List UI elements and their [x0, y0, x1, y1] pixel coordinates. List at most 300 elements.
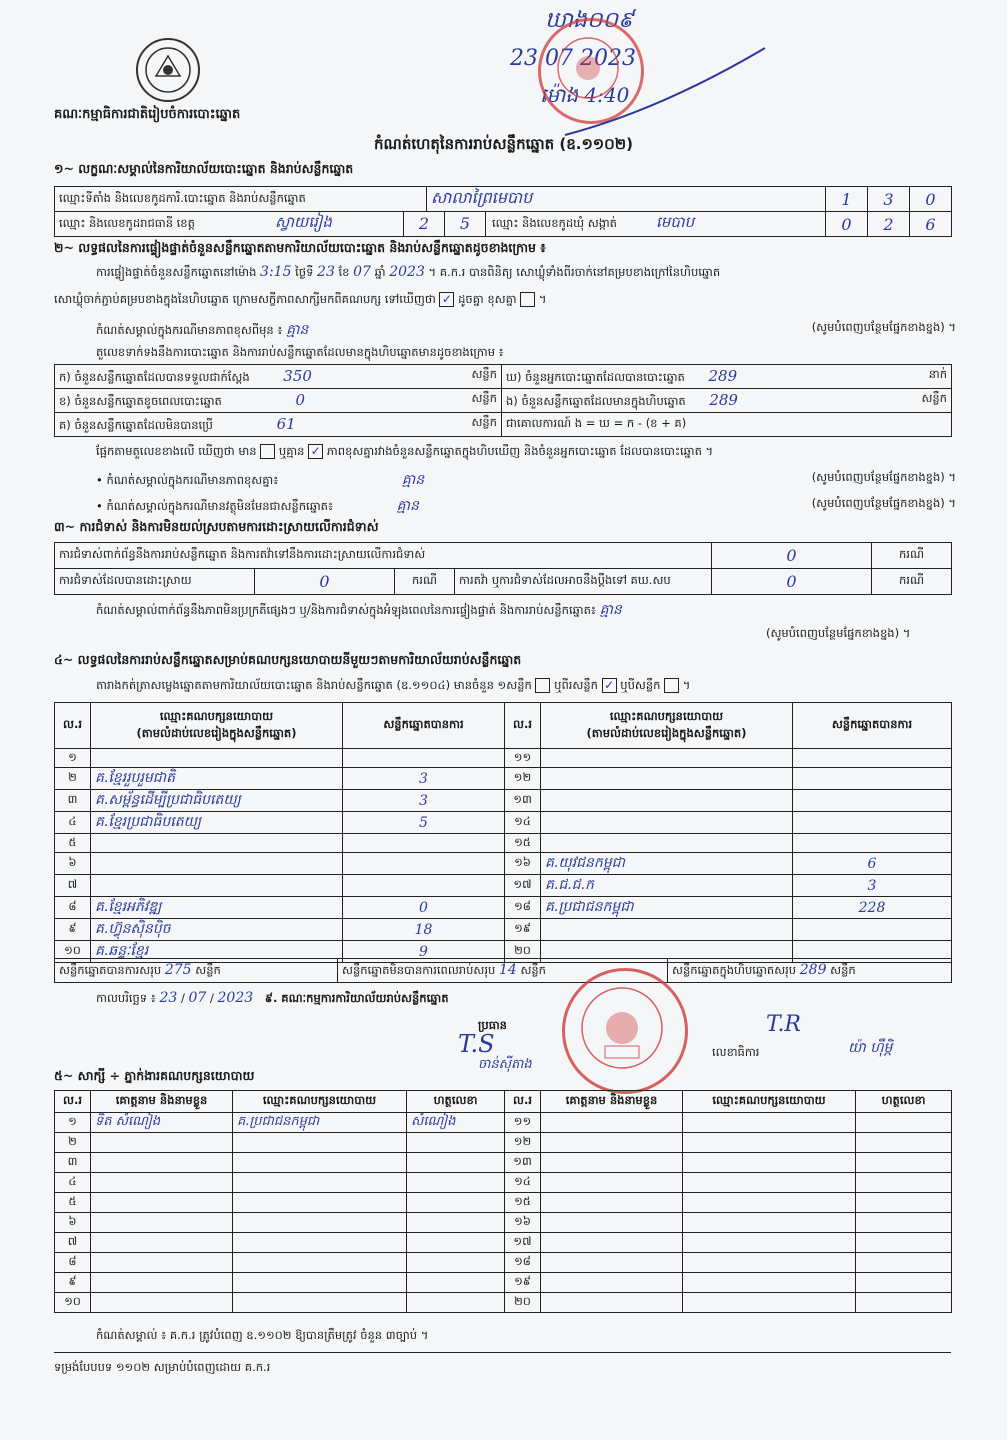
witness-party[interactable] — [683, 1213, 856, 1233]
party-votes[interactable]: 3 — [343, 768, 505, 790]
unit: សន្លឹក — [520, 962, 546, 977]
party-name[interactable] — [91, 853, 343, 875]
commune-value[interactable]: មេបាប — [656, 213, 695, 231]
footnote: កំណត់សម្គាល់ ៖ គ.ក.រ ត្រូវបំពេញ ឧ.១១០២ ឱ្យបានត្រឹមត្រូវ ចំនួន ៣ច្បាប់ ។ — [96, 1328, 429, 1342]
witness-signature[interactable] — [856, 1273, 952, 1293]
witness-name[interactable] — [91, 1293, 233, 1313]
formula: ជាគោលការណ៍ ង = ឃ = ក - (ខ + គ) — [502, 413, 952, 437]
text: កាលបរិច្ឆេទ ៖ — [96, 991, 156, 1005]
party-name[interactable]: គ.សម្ព័ន្ធដើម្បីប្រជាធិបតេយ្យ — [91, 790, 343, 812]
text: ៩. គណៈកម្មការការិយាល័យរាប់សន្លឹកឆ្នោត — [264, 991, 449, 1005]
verify-year[interactable]: 2023 — [389, 264, 425, 280]
col-name: គោត្តនាម និងនាមខ្លួន — [91, 1091, 233, 1113]
discrepancy-line — [96, 444, 956, 461]
table-row — [55, 1153, 952, 1173]
text: កំណត់សម្គាល់ក្នុងករណីមានភាពខុសពីមុន ៖ — [96, 323, 283, 337]
party-name[interactable]: គ.ប្រជាជនកម្ពុជា — [541, 897, 793, 919]
row-number: ១៥ — [505, 834, 541, 853]
row-number: ១២ — [505, 1133, 541, 1153]
party-votes[interactable] — [343, 853, 505, 875]
verify-month[interactable]: 07 — [353, 264, 371, 280]
witness-party[interactable] — [683, 1193, 856, 1213]
tally-sheet-line: តារាងកត់ត្រាសម្លេងឆ្នោតតាមការិយាល័យបោះឆ្នោត និងរាប់សន្លឹកឆ្នោត (ឧ.១១០៤) មានចំនួន ១សន្លឹក ឬពីរសន្លឹក ✓ ឬបីសន្លឹក ។ — [96, 678, 691, 692]
row-number: ៥ — [55, 1193, 91, 1213]
row-number: ១១ — [505, 749, 541, 768]
complaints-table — [54, 542, 952, 595]
row-number: ៩ — [55, 919, 91, 941]
witness-name[interactable] — [541, 1113, 683, 1133]
party-name[interactable]: គ.ឆន្ទៈខ្មែរ — [91, 941, 343, 963]
party-votes[interactable] — [793, 768, 952, 790]
text: តារាងកត់ត្រាសម្លេងឆ្នោតតាមការិយាល័យបោះឆ្នោត និងរាប់សន្លឹកឆ្នោត (ឧ.១១០៤) មានចំនួន ១សន្លឹក — [96, 678, 532, 692]
party-votes[interactable]: 6 — [793, 853, 952, 875]
unused-value[interactable]: 61 — [276, 414, 296, 433]
party-name[interactable] — [541, 812, 793, 834]
party-name[interactable] — [541, 790, 793, 812]
row-number: ១៥ — [505, 1193, 541, 1213]
text: ថ្ងៃទី — [295, 265, 314, 279]
appeal-label: ការតវ៉ា ឬការជំទាស់ដែលអាចនឹងប្តឹងទៅ គឃ.សប — [455, 569, 712, 595]
commune-code-digit[interactable]: 6 — [910, 212, 952, 237]
resolved-label: ការជំទាស់ដែលបានដោះស្រាយ — [55, 569, 255, 595]
foreign-object-note — [96, 496, 956, 517]
witness-table — [54, 1090, 952, 1313]
table-row — [55, 768, 952, 790]
invalid-total-label: សន្លឹកឆ្នោតមិនបានការពេលរាប់សរុប — [342, 962, 496, 977]
secretary-signature: T.R — [766, 1012, 801, 1037]
party-votes[interactable]: 5 — [343, 812, 505, 834]
col-no: ល.រ — [505, 703, 541, 749]
valid-total-label: សន្លឹកឆ្នោតបានការសរុប — [59, 962, 162, 977]
party-votes[interactable] — [793, 919, 952, 941]
row-number: ១៣ — [505, 1153, 541, 1173]
fill-hint: (សូមបំពេញបន្ថែមផ្នែកខាងខ្នង) ។ — [811, 320, 956, 334]
difference-note — [96, 320, 956, 341]
row-number: ៨ — [55, 897, 91, 919]
row-number: ៧ — [55, 1233, 91, 1253]
witness-signature[interactable]: សំណៀង — [407, 1113, 505, 1133]
appeal-value[interactable]: 0 — [712, 569, 872, 595]
witness-party[interactable] — [683, 1153, 856, 1173]
unit: សន្លឹក — [471, 414, 497, 429]
fill-hint: (សូមបំពេញបន្ថែមផ្នែកខាងខ្នង) ។ — [811, 470, 956, 484]
party-votes[interactable]: 9 — [343, 941, 505, 963]
table-row — [55, 875, 952, 897]
table-row — [55, 1233, 952, 1253]
table-row — [55, 834, 952, 853]
unused-label: គ) ចំនួនសន្លឹកឆ្នោតដែលមិនបានប្រើ — [59, 417, 213, 432]
witness-name[interactable] — [91, 1153, 233, 1173]
party-name[interactable]: គ.ខ្មែរអភិវឌ្ឍ — [91, 897, 343, 919]
witness-party[interactable] — [233, 1193, 407, 1213]
receipt-date: 23 07 2023 — [510, 46, 636, 71]
form-footer: ទម្រង់បែបបទ ១១០២ សម្រាប់បំពេញដោយ គ.ក.រ — [54, 1360, 271, 1374]
org-name: គណៈកម្មាធិការជាតិរៀបចំការបោះឆ្នោត — [54, 107, 241, 122]
unit: ករណី — [872, 569, 952, 595]
party-votes[interactable]: 3 — [793, 875, 952, 897]
row-number: ១៤ — [505, 812, 541, 834]
complaints-value[interactable]: 0 — [712, 543, 872, 569]
commune-code-digit[interactable]: 0 — [826, 212, 868, 237]
commune-code-digit[interactable]: 2 — [868, 212, 910, 237]
party-votes[interactable] — [343, 834, 505, 853]
province-code-digit[interactable]: 2 — [403, 212, 444, 236]
witness-party[interactable] — [233, 1213, 407, 1233]
witness-party[interactable] — [233, 1133, 407, 1153]
unit: សន្លឹក — [921, 390, 947, 405]
witness-name[interactable] — [541, 1153, 683, 1173]
text: ឬគ្មាន — [278, 444, 305, 458]
row-number: ១០ — [55, 1293, 91, 1313]
witness-signature[interactable] — [407, 1273, 505, 1293]
witness-signature[interactable] — [407, 1153, 505, 1173]
party-name[interactable]: គ.យុវជនកម្ពុជា — [541, 853, 793, 875]
vote-totals-table — [54, 958, 952, 983]
witness-party[interactable] — [233, 1153, 407, 1173]
party-name[interactable]: គ.ជ.ជ.ក — [541, 875, 793, 897]
row-number: ២០ — [505, 941, 541, 963]
text: ផ្អែកតាមតួលេខខាងលើ ឃើញថា មាន — [96, 444, 257, 458]
chair-signature: T.S — [458, 1030, 495, 1058]
party-votes[interactable] — [343, 749, 505, 768]
table-row — [55, 749, 952, 768]
figures-intro: តួលេខទាក់ទងនឹងការបោះឆ្នោត និងការរាប់សន្លឹកឆ្នោតដែលមានក្នុងហិបឆ្នោតមានដូចខាងក្រោម ៖ — [96, 345, 504, 359]
witness-signature[interactable] — [856, 1293, 952, 1313]
signing-date-line: កាលបរិច្ឆេទ ៖ 23 / 07 / 2023 ៩. គណៈកម្មការការិយាល័យរាប់សន្លឹកឆ្នោត — [96, 990, 449, 1006]
witness-party[interactable] — [683, 1233, 856, 1253]
row-number: ២០ — [505, 1293, 541, 1313]
witness-signature[interactable] — [407, 1233, 505, 1253]
witness-name[interactable] — [91, 1193, 233, 1213]
location-code-digit[interactable]: 0 — [910, 187, 952, 212]
row-number: ១៩ — [505, 919, 541, 941]
row-number: ១៩ — [505, 1273, 541, 1293]
witness-signature[interactable] — [856, 1133, 952, 1153]
table-row — [55, 1173, 952, 1193]
text: សោឃ្លុំចាក់ភ្ជាប់គម្របខាងក្នុងនៃហិបឆ្នោត ក្រោមសក្ខីភាពសាក្សីមកពីគណបក្ស ទៅឃើញថា — [54, 292, 436, 306]
witness-party[interactable] — [233, 1173, 407, 1193]
col-signature: ហត្ថលេខា — [856, 1091, 952, 1113]
voters-value[interactable]: 289 — [708, 366, 738, 385]
witness-name[interactable] — [91, 1273, 233, 1293]
table-row — [55, 1113, 952, 1133]
two-sheet-checkbox[interactable]: ✓ — [602, 678, 617, 693]
text: កំណត់សម្គាល់ពាក់ព័ន្ធនឹងភាពមិនប្រក្រតីផ្សេងៗ ឬ/និងការជំទាស់ក្នុងអំឡុងពេលនៃការផ្ទៀងផ្ទាត់ និងការរាប់សន្លឹកឆ្នោត៖ — [96, 603, 596, 617]
invalid-total-value[interactable]: 14 — [498, 961, 517, 978]
witness-party[interactable] — [233, 1273, 407, 1293]
one-sheet-checkbox[interactable] — [535, 678, 550, 693]
has-discrepancy-checkbox[interactable] — [260, 444, 275, 459]
receipt-strike-line — [560, 40, 770, 140]
received-value[interactable]: 350 — [283, 366, 312, 385]
commune-label: ឈ្មោះ និងលេខកូដឃុំ សង្កាត់ — [492, 215, 617, 230]
witness-name[interactable] — [91, 1133, 233, 1153]
row-number: ៤ — [55, 812, 91, 834]
witness-name[interactable] — [91, 1233, 233, 1253]
party-name[interactable]: គ.ខ្មែរប្រជាធិបតេយ្យ — [91, 812, 343, 834]
party-name[interactable] — [91, 749, 343, 768]
text: ។ គ.ក.រ បានពិនិត្យ សោឃ្លុំទាំងពីរចាក់នៅគម្របខាងក្រៅនៃហិបឆ្នោត — [428, 265, 721, 279]
witness-name[interactable] — [541, 1133, 683, 1153]
secretary-name: យ៉ា ហ៊ឹម្ភិ — [848, 1040, 893, 1056]
witness-name[interactable] — [91, 1213, 233, 1233]
text: ខែ — [338, 265, 350, 279]
party-votes[interactable] — [793, 790, 952, 812]
witness-name[interactable] — [541, 1233, 683, 1253]
witness-name[interactable] — [541, 1293, 683, 1313]
table-row — [55, 1273, 952, 1293]
table-row — [55, 1253, 952, 1273]
row-number: ៧ — [55, 875, 91, 897]
row-number: ១៧ — [505, 875, 541, 897]
witness-name[interactable] — [541, 1193, 683, 1213]
seal-paragraph: សោឃ្លុំចាក់ភ្ជាប់គម្របខាងក្នុងនៃហិបឆ្នោត ក្រោមសក្ខីភាពសាក្សីមកពីគណបក្ស ទៅឃើញថា ✓ ដូចគ្នា ខុសគ្នា ។ — [54, 292, 547, 306]
text: ឆ្នាំ — [374, 265, 386, 279]
province-value[interactable]: ស្វាយរៀង — [275, 213, 332, 231]
col-name: គោត្តនាម និងនាមខ្លួន — [541, 1091, 683, 1113]
location-code-digit[interactable]: 3 — [868, 187, 910, 212]
row-number: ១៣ — [505, 790, 541, 812]
party-votes[interactable]: 0 — [343, 897, 505, 919]
valid-total-value[interactable]: 275 — [164, 961, 192, 978]
text: ឬបីសន្លឹក — [620, 678, 661, 692]
ballot-figures-table — [54, 364, 952, 437]
irregularity-note — [96, 600, 956, 621]
difference-note-value[interactable]: គ្មាន — [286, 322, 309, 338]
verify-time[interactable]: 3:15 — [260, 264, 292, 280]
receipt-time: ម៉ោង 4:40 — [540, 83, 630, 107]
unit: សន្លឹក — [471, 366, 497, 381]
row-number: ៩ — [55, 1273, 91, 1293]
party-votes[interactable] — [793, 834, 952, 853]
unit: សន្លឹក — [830, 962, 856, 977]
chair-name: ចាន់ស៊ីតាង — [478, 1057, 532, 1072]
party-name[interactable] — [541, 768, 793, 790]
no-discrepancy-checkbox[interactable]: ✓ — [308, 444, 323, 459]
signing-year[interactable]: 2023 — [217, 990, 254, 1006]
witness-name[interactable] — [541, 1253, 683, 1273]
discrepancy-note — [96, 470, 956, 491]
row-number: ៦ — [55, 853, 91, 875]
witness-signature[interactable] — [856, 1193, 952, 1213]
row-number: ៨ — [55, 1253, 91, 1273]
text: ដូចគ្នា — [458, 292, 484, 306]
irregularity-note-value[interactable]: គ្មាន — [599, 602, 622, 618]
witness-party[interactable] — [233, 1293, 407, 1313]
witness-signature[interactable] — [856, 1213, 952, 1233]
row-number: ៣ — [55, 790, 91, 812]
fill-hint: (សូមបំពេញបន្ថែមផ្នែកខាងខ្នង) ។ — [811, 496, 956, 510]
spoiled-label: ខ) ចំនួនសន្លឹកឆ្នោតខូចពេលបោះឆ្នោត — [59, 393, 222, 408]
resolved-value[interactable]: 0 — [255, 569, 395, 595]
witness-name[interactable] — [541, 1173, 683, 1193]
text: • កំណត់សម្គាល់ក្នុងករណីមានវត្ថុមិនមែនជាសន្លឹកឆ្នោត៖ — [96, 499, 334, 513]
row-number: ១១ — [505, 1113, 541, 1133]
col-votes: សន្លឹកឆ្នោតបានការ — [343, 703, 505, 749]
witness-name[interactable] — [541, 1273, 683, 1293]
text: ការផ្ទៀងផ្ទាត់ចំនួនសន្លឹកឆ្នោតនៅម៉ោង — [96, 265, 257, 279]
header-text: (តាមលំដាប់លេខរៀងក្នុងសន្លឹកឆ្នោត) — [136, 725, 297, 740]
col-no: ល.រ — [505, 1091, 541, 1113]
three-sheet-checkbox[interactable] — [664, 678, 679, 693]
party-votes[interactable]: 228 — [793, 897, 952, 919]
table-row — [55, 790, 952, 812]
location-value[interactable]: សាលាព្រៃមេបាប — [427, 187, 826, 212]
witness-signature[interactable] — [407, 1253, 505, 1273]
table-row — [55, 1213, 952, 1233]
row-number: ១៦ — [505, 1213, 541, 1233]
text: ឬពីរសន្លឹក — [554, 678, 598, 692]
province-code-digit[interactable]: 5 — [444, 212, 486, 236]
witness-name[interactable] — [541, 1213, 683, 1233]
table-row — [55, 897, 952, 919]
col-party: ឈ្មោះគណបក្សនយោបាយ — [683, 1091, 856, 1113]
section-1-title: ១~ លក្ខណៈសម្គាល់នៃការិយាល័យបោះឆ្នោត និងរាប់សន្លឹកឆ្នោត — [54, 161, 354, 176]
row-number: ១ — [55, 749, 91, 768]
section-2-title: ២~ លទ្ធផលនៃការផ្ទៀងផ្ទាត់ចំនួនសន្លឹកឆ្នោតតាមការិយាល័យបោះឆ្នោត និងរាប់សន្លឹកឆ្នោតដូចខាងក្រោម ៖ — [54, 240, 546, 255]
table-row — [55, 853, 952, 875]
header-text: (តាមលំដាប់លេខរៀងក្នុងសន្លឹកឆ្នោត) — [586, 725, 747, 740]
receipt-code: ឃាង០០៩ — [545, 8, 634, 33]
col-party — [91, 703, 343, 749]
witness-party[interactable] — [233, 1233, 407, 1253]
text: • កំណត់សម្គាល់ក្នុងករណីមានភាពខុសគ្នា៖ — [96, 473, 279, 487]
witness-party[interactable] — [683, 1113, 856, 1133]
party-name[interactable]: គ.ខ្មែររួបរួមជាតិ — [91, 768, 343, 790]
row-number: ៣ — [55, 1153, 91, 1173]
col-no: ល.រ — [55, 703, 91, 749]
row-number: ១ — [55, 1113, 91, 1133]
signing-month[interactable]: 07 — [188, 990, 207, 1006]
unit: សន្លឹក — [195, 962, 221, 977]
unit: នាក់ — [928, 366, 947, 381]
party-name[interactable] — [91, 875, 343, 897]
province-label: ឈ្មោះ និងលេខកូដរាជធានី ខេត្ត — [59, 215, 195, 230]
col-signature: ហត្ថលេខា — [407, 1091, 505, 1113]
chair-label: ប្រធាន — [478, 1018, 507, 1032]
witness-party[interactable] — [683, 1253, 856, 1273]
row-number: ៥ — [55, 834, 91, 853]
verify-day[interactable]: 23 — [317, 264, 335, 280]
section-3-title: ៣~ ការជំទាស់ និងការមិនយល់ស្របតាមការដោះស្រាយលើការជំទាស់ — [54, 519, 379, 534]
row-number: ១៨ — [505, 897, 541, 919]
witness-signature[interactable] — [856, 1253, 952, 1273]
unit: ករណី — [395, 569, 455, 595]
location-code-digit[interactable]: 1 — [826, 187, 868, 212]
witness-signature[interactable] — [407, 1173, 505, 1193]
signing-day[interactable]: 23 — [159, 990, 178, 1006]
witness-signature[interactable] — [407, 1213, 505, 1233]
table-row — [55, 812, 952, 834]
party-name[interactable] — [91, 834, 343, 853]
committee-stamp — [562, 968, 688, 1094]
secretary-label: លេខាធិការ — [712, 1045, 760, 1059]
section-4-title: ៤~ លទ្ធផលនៃការរាប់សន្លឹកឆ្នោតសម្រាប់គណបក្សនយោបាយនីមួយៗតាមការិយាល័យរាប់សន្លឹកឆ្នោត — [54, 652, 522, 667]
box-total-label: សន្លឹកឆ្នោតក្នុងហិបឆ្នោតសរុប — [672, 962, 797, 977]
fill-hint: (សូមបំពេញបន្ថែមផ្នែកខាងខ្នង) ។ — [766, 626, 911, 640]
in-box-value[interactable]: 289 — [709, 390, 738, 409]
text: ភាពខុសគ្នារវាងចំនួនសន្លឹកឆ្នោតក្នុងហិបឃើញ និងចំនួនអ្នកបោះឆ្នោត ដែលបានបោះឆ្នោត ។ — [326, 444, 714, 458]
table-row — [55, 1133, 952, 1153]
row-number: ៦ — [55, 1213, 91, 1233]
section-5-title: ៥~ សាក្សី ÷ ភ្នាក់ងារគណបក្សនយោបាយ — [54, 1068, 255, 1083]
witness-signature[interactable] — [407, 1193, 505, 1213]
col-party — [541, 703, 793, 749]
witness-signature[interactable] — [856, 1153, 952, 1173]
witness-party[interactable] — [233, 1253, 407, 1273]
party-votes[interactable] — [793, 749, 952, 768]
received-label: ក) ចំនួនសន្លឹកឆ្នោតដែលបានទទួលជាក់ស្តែង — [59, 369, 250, 384]
party-votes-table — [54, 702, 952, 963]
spoiled-value[interactable]: 0 — [295, 390, 306, 409]
discrepancy-note-value[interactable]: គ្មាន — [401, 472, 425, 488]
witness-signature[interactable] — [856, 1173, 952, 1193]
unit: ករណី — [872, 543, 952, 569]
witness-party[interactable] — [683, 1173, 856, 1193]
table-row — [55, 1193, 952, 1213]
witness-name[interactable] — [91, 1253, 233, 1273]
col-no: ល.រ — [55, 1091, 91, 1113]
header-text: ឈ្មោះគណបក្សនយោបាយ — [159, 708, 274, 723]
document-title: កំណត់ហេតុនៃការរាប់សន្លឹកឆ្នោត (ឧ.១១០២) — [373, 135, 633, 153]
witness-name[interactable]: ទិត សំណៀង — [91, 1113, 233, 1133]
voters-label: ឃ) ចំនួនអ្នកបោះឆ្នោតដែលបានបោះឆ្នោត — [506, 369, 685, 384]
in-box-label: ង) ចំនួនសន្លឹកឆ្នោតដែលមានក្នុងហិបឆ្នោត — [506, 393, 686, 408]
row-number: ១២ — [505, 768, 541, 790]
same-checkbox[interactable]: ✓ — [439, 292, 454, 307]
witness-party[interactable]: គ.ប្រជាជនកម្ពុជា — [233, 1113, 407, 1133]
witness-party[interactable] — [683, 1293, 856, 1313]
party-name[interactable]: គ.ហ៊្វុនស៊ិនប៉ិច — [91, 919, 343, 941]
unit: សន្លឹក — [471, 390, 497, 405]
row-number: ១៤ — [505, 1173, 541, 1193]
col-votes: សន្លឹកឆ្នោតបានការ — [793, 703, 952, 749]
foreign-object-value[interactable]: គ្មាន — [396, 498, 419, 514]
row-number: ៤ — [55, 1173, 91, 1193]
footer-divider — [54, 1352, 951, 1353]
witness-party[interactable] — [683, 1133, 856, 1153]
witness-name[interactable] — [91, 1173, 233, 1193]
row-number: ២ — [55, 1133, 91, 1153]
row-number: ១៧ — [505, 1233, 541, 1253]
witness-party[interactable] — [683, 1273, 856, 1293]
row-number: ១៦ — [505, 853, 541, 875]
witness-signature[interactable] — [856, 1233, 952, 1253]
party-votes[interactable]: 3 — [343, 790, 505, 812]
box-total-value[interactable]: 289 — [799, 961, 827, 978]
witness-signature[interactable] — [407, 1293, 505, 1313]
complaints-label: ការជំទាស់ពាក់ព័ន្ធនឹងការរាប់សន្លឹកឆ្នោត និងការតវ៉ាទៅនឹងការដោះស្រាយលើការជំទាស់ — [55, 543, 712, 569]
table-row — [55, 919, 952, 941]
location-label: ឈ្មោះទីតាំង និងលេខកូដការិ.បោះឆ្នោត និងរាប់សន្លឹកឆ្នោត — [55, 187, 427, 212]
verification-paragraph — [96, 264, 956, 282]
section-1-table — [54, 186, 952, 237]
table-row — [55, 1293, 952, 1313]
witness-signature[interactable] — [407, 1133, 505, 1153]
party-votes[interactable] — [343, 875, 505, 897]
different-checkbox[interactable] — [520, 292, 535, 307]
party-name[interactable] — [541, 749, 793, 768]
row-number: ២ — [55, 768, 91, 790]
nec-emblem-icon — [136, 38, 200, 102]
witness-signature[interactable] — [856, 1113, 952, 1133]
text: ខុសគ្នា — [487, 292, 517, 306]
party-name[interactable] — [541, 919, 793, 941]
row-number: ១៨ — [505, 1253, 541, 1273]
party-votes[interactable]: 18 — [343, 919, 505, 941]
party-votes[interactable] — [793, 812, 952, 834]
party-name[interactable] — [541, 834, 793, 853]
